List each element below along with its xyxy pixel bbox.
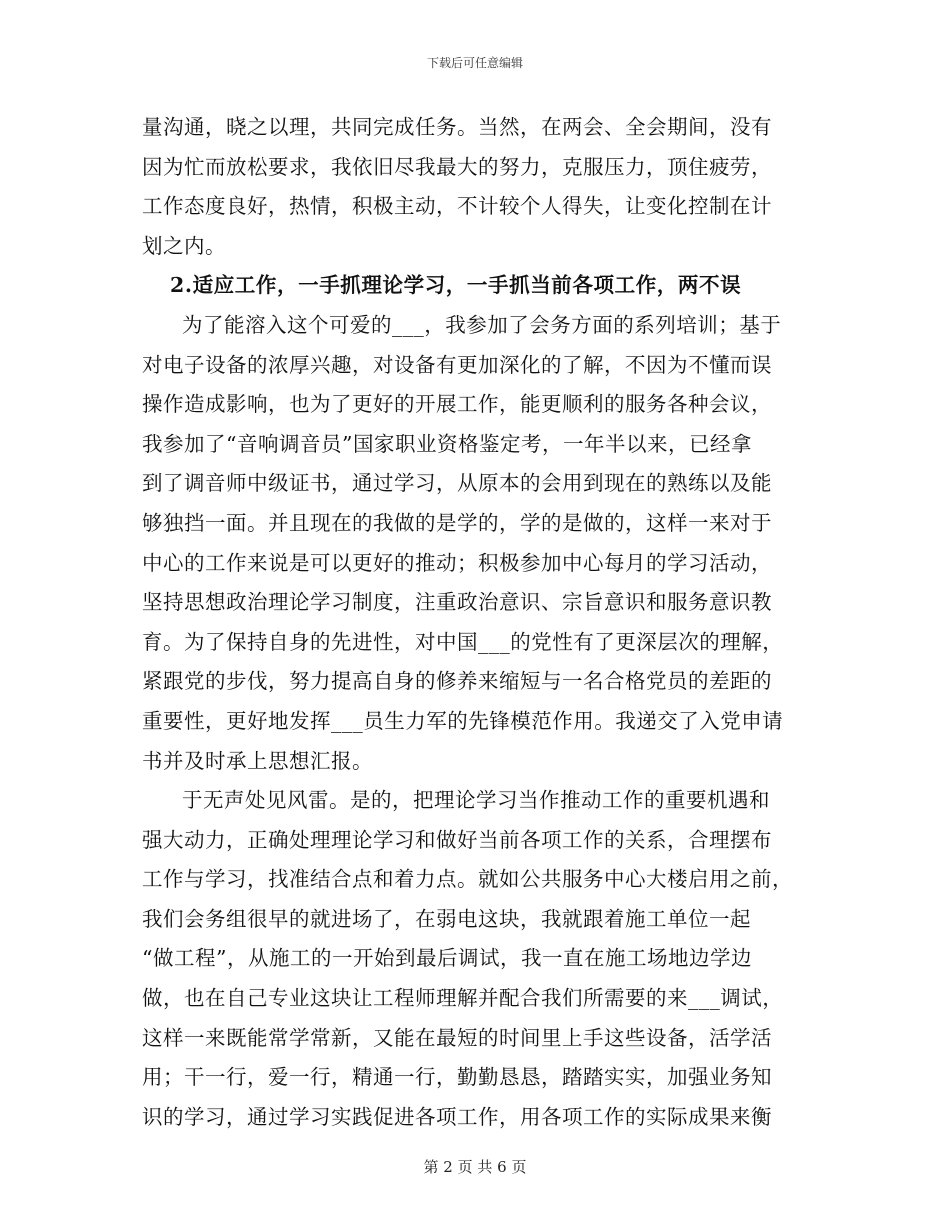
text-line: 划之内。	[142, 233, 226, 258]
text-line: 工作态度良好，热情，积极主动，不计较个人得失，让变化控制在计	[142, 194, 772, 219]
text-line: 因为忙而放松要求，我依旧尽我最大的努力，克服压力，顶住疲劳，	[142, 154, 772, 179]
text-line: 到了调音师中级证书，通过学习，从原本的会用到现在的熟练以及能	[142, 471, 772, 496]
text-line: 量沟通，晓之以理，共同完成任务。当然，在两会、全会期间，没有	[142, 115, 772, 139]
text-line: 书并及时承上思想汇报。	[142, 748, 373, 773]
text-line: 强大动力，正确处理理论学习和做好当前各项工作的关系，合理摆布	[142, 827, 772, 852]
text-line: 识的学习，通过学习实践促进各项工作，用各项工作的实际成果来衡	[142, 1104, 772, 1129]
text-line: 这样一来既能常学常新，又能在最短的时间里上手这些设备，活学活	[142, 1025, 772, 1050]
text-line: 操作造成影响，也为了更好的开展工作，能更顺利的服务各种会议，	[142, 392, 772, 417]
text-line: 育。为了保持自身的先进性，对中国___的党性有了更深层次的理解，	[142, 629, 784, 654]
text-line: 我们会务组很早的就进场了，在弱电这块，我就跟着施工单位一起	[142, 906, 751, 931]
text-line: 够独挡一面。并且现在的我做的是学的，学的是做的，这样一来对于	[142, 510, 772, 535]
text-line: “做工程”，从施工的一开始到最后调试，我一直在施工场地边学边	[142, 946, 752, 971]
text-line: 工作与学习，找准结合点和着力点。就如公共服务中心大楼启用之前，	[142, 867, 793, 892]
page-header: 下载后可任意编辑	[426, 56, 523, 70]
text-line: 重要性，更好地发挥___员生力军的先锋模范作用。我递交了入党申请	[142, 708, 784, 733]
text-line: 紧跟党的步伐，努力提高自身的修养来缩短与一名合格党员的差距的	[142, 669, 772, 694]
text-line: 用；干一行，爱一行，精通一行，勤勤恳恳，踏踏实实，加强业务知	[142, 1065, 772, 1090]
text-line: 做，也在自己专业这块让工程师理解并配合我们所需要的来___调试，	[142, 986, 784, 1011]
text-line: 对电子设备的浓厚兴趣，对设备有更加深化的了解，不因为不懂而误	[142, 352, 772, 377]
text-line: 于无声处见风雷。是的，把理论学习当作推动工作的重要机遇和	[182, 788, 770, 813]
document-body	[142, 108, 812, 1137]
section-heading: 2.适应工作，一手抓理论学习，一手抓当前各项工作，两不误	[170, 273, 742, 298]
text-line: 为了能溶入这个可爱的___，我参加了会务方面的系列培训；基于	[182, 312, 782, 337]
text-line: 我参加了“音响调音员”国家职业资格鉴定考，一年半以来，已经拿	[142, 431, 752, 456]
text-line: 坚持思想政治理论学习制度，注重政治意识、宗旨意识和服务意识教	[142, 590, 772, 615]
page-footer: 第 2 页 共 6 页	[423, 1158, 527, 1176]
text-line: 中心的工作来说是可以更好的推动；积极参加中心每月的学习活动，	[142, 550, 772, 575]
